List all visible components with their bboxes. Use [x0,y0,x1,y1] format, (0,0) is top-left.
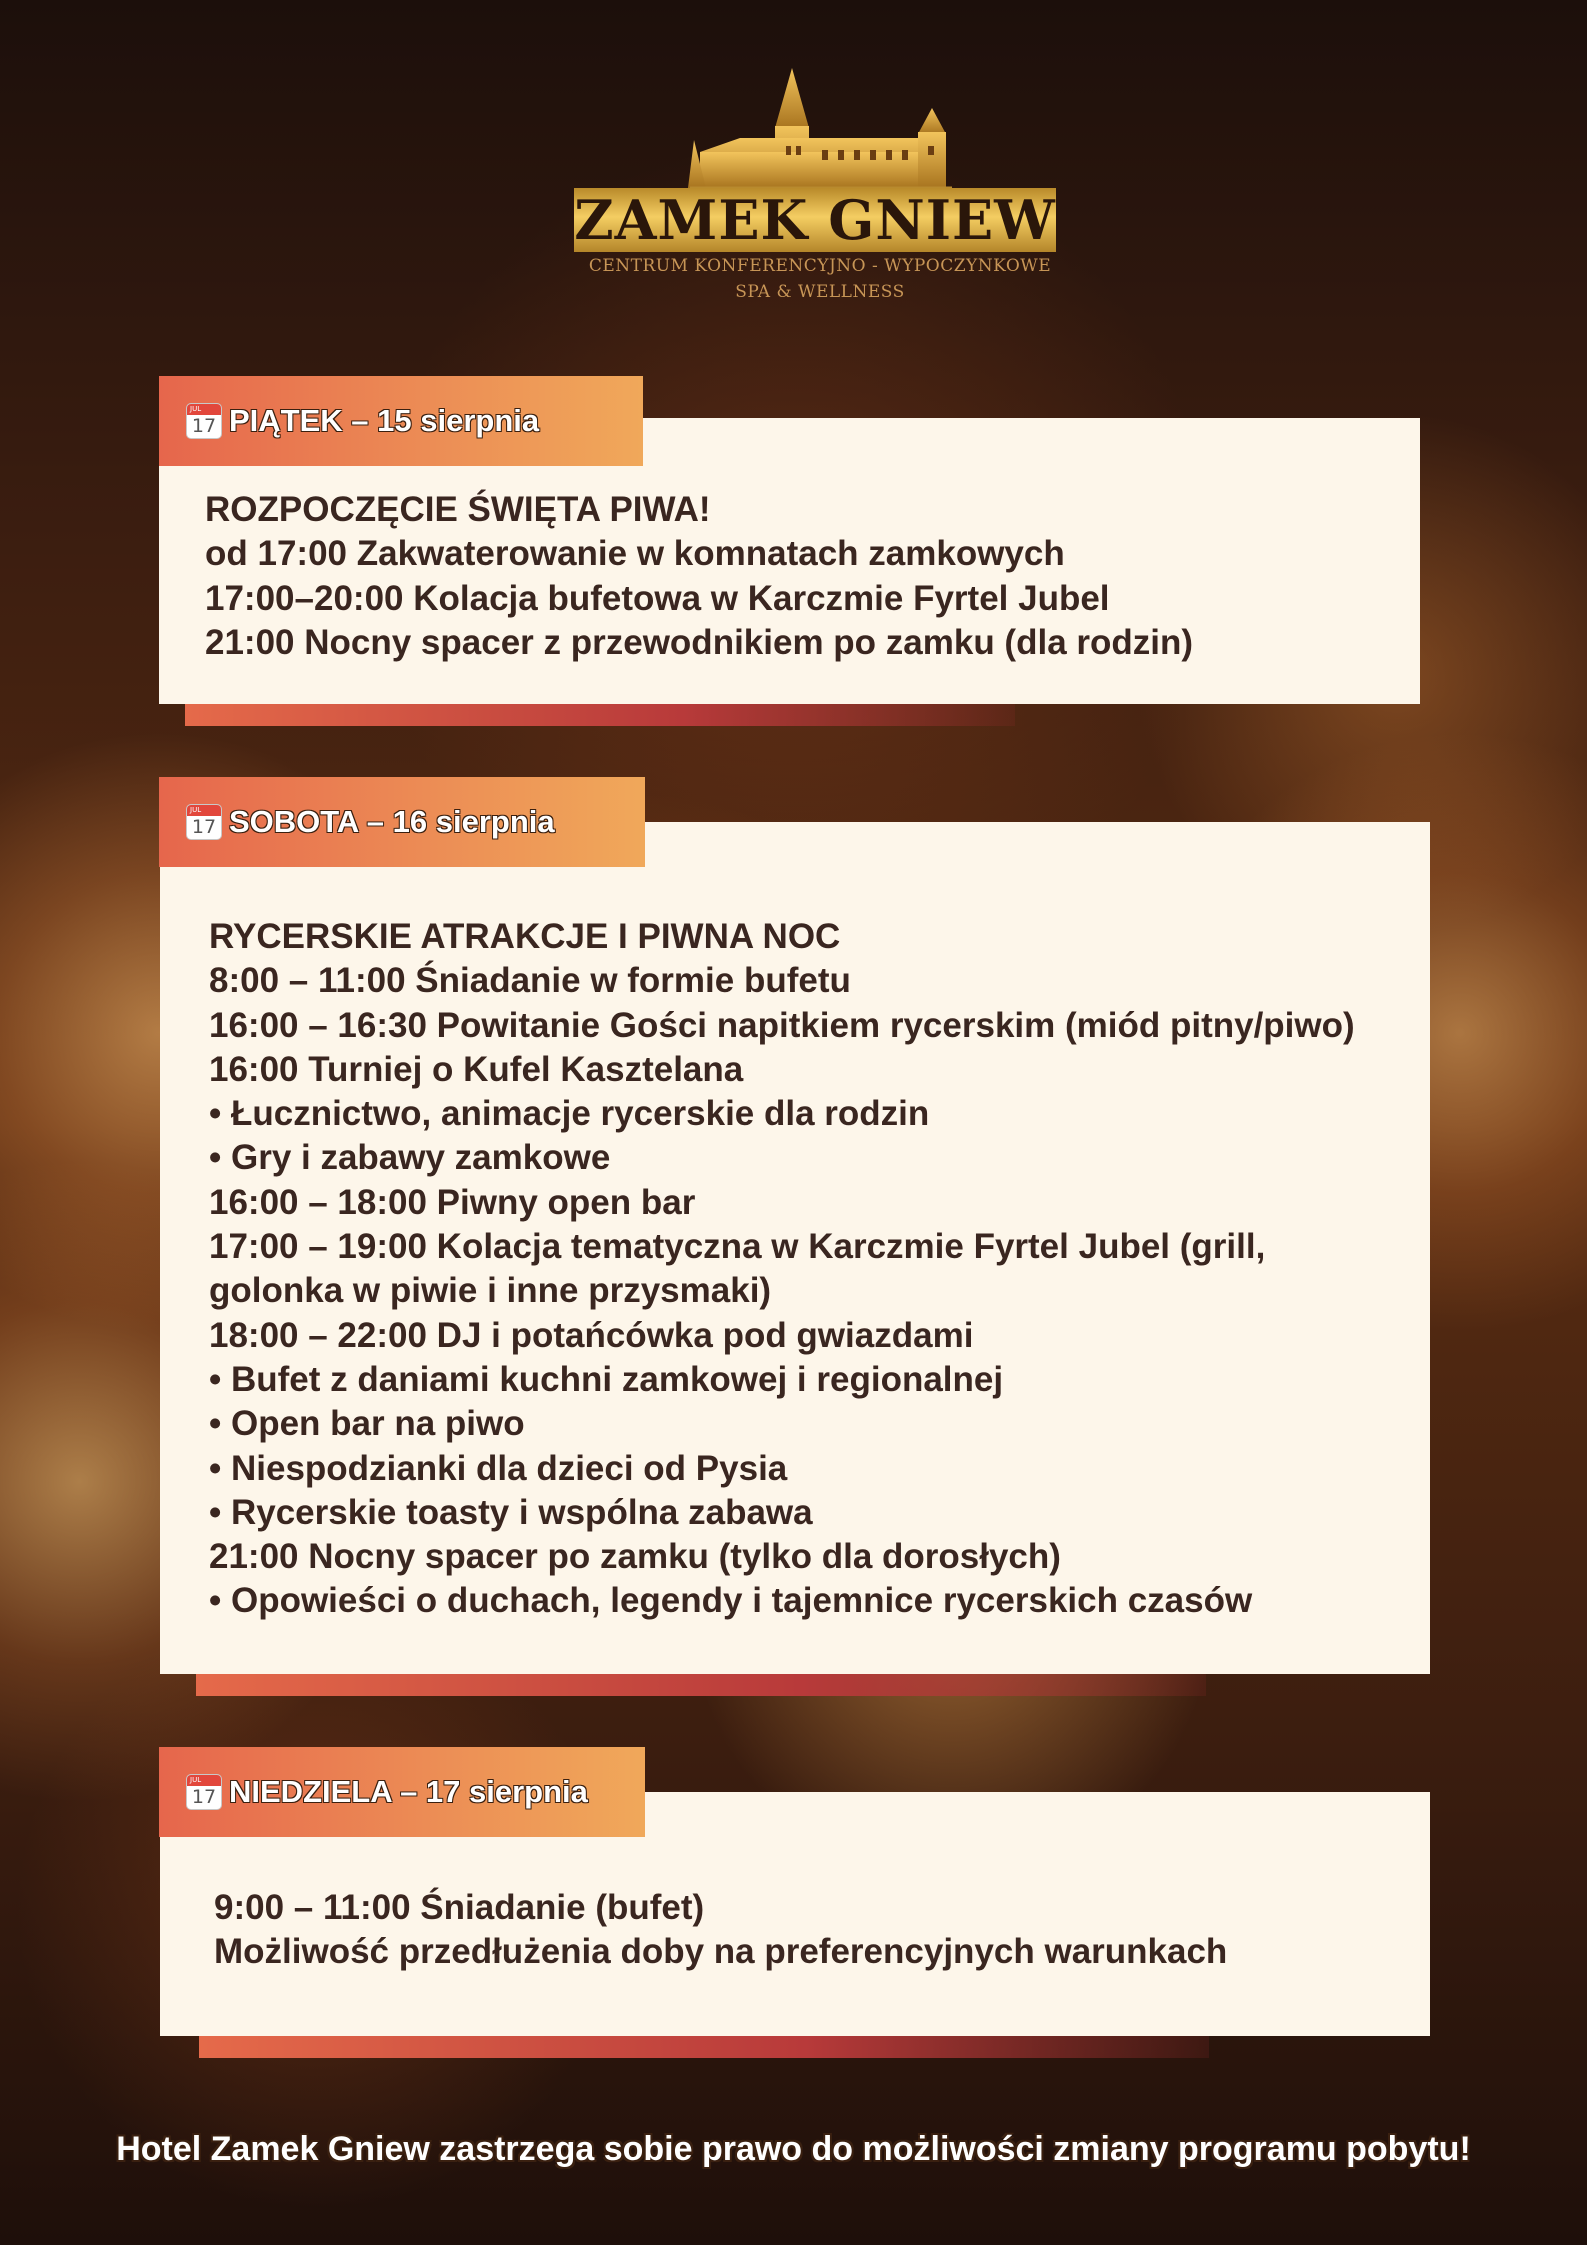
day-card-saturday [160,822,1430,1674]
day-underline-bar [185,702,1015,726]
calendar-icon: JUL 17 [187,1775,221,1809]
logo-subtitle: CENTRUM KONFERENCYJNO - WYPOCZYNKOWE [588,256,1052,276]
day-program-list [205,488,1193,665]
program-line: golonka w piwie i inne przysmaki) [209,1271,772,1311]
program-line: 9:00 – 11:00 Śniadanie (bufet) [214,1888,705,1927]
program-line: od 17:00 Zakwaterowanie w komnatach zamkowych [205,534,1065,574]
program-line: 18:00 – 22:00 DJ i potańcówka pod gwiazdami [209,1315,974,1355]
day-program-list [214,1886,1227,1975]
program-line: 16:00 – 18:00 Piwny open bar [209,1182,696,1222]
program-line: ROZPOCZĘCIE ŚWIĘTA PIWA! [205,490,711,529]
program-line: 8:00 – 11:00 Śniadanie w formie bufetu [209,961,851,1001]
program-line: 21:00 Nocny spacer z przewodnikiem po zamku (dla rodzin) [205,622,1194,662]
program-line: • Łucznictwo, animacje rycerskie dla rodzin [209,1094,930,1134]
day-tab-label: SOBOTA – 16 sierpnia [229,804,555,839]
program-line: • Bufet z daniami kuchni zamkowej i regionalnej [209,1359,1004,1399]
program-line: RYCERSKIE ATRAKCJE I PIWNA NOC [209,917,841,956]
day-tab-sunday [159,1747,645,1837]
calendar-icon: JUL 17 [187,805,221,839]
day-program-list [209,915,1355,1624]
day-tab-label: PIĄTEK – 15 sierpnia [229,403,540,438]
program-line: • Opowieści o duchach, legendy i tajemnice rycerskich czasów [209,1581,1253,1621]
program-line: • Gry i zabawy zamkowe [209,1138,611,1178]
calendar-icon: JUL 17 [187,404,221,438]
program-line: • Open bar na piwo [209,1404,525,1444]
program-line: 21:00 Nocny spacer po zamku (tylko dla dorosłych) [209,1537,1061,1577]
day-tab-label: NIEDZIELA – 17 sierpnia [229,1774,588,1809]
logo-name: ZAMEK GNIEW [574,188,1056,252]
day-underline-bar [199,2034,1209,2058]
castle-icon [560,60,1080,200]
hotel-logo [560,60,1080,320]
disclaimer-note: Hotel Zamek Gniew zastrzega sobie prawo do możliwości zmiany programu pobytu! [116,2130,1471,2168]
program-line: 16:00 Turniej o Kufel Kasztelana [209,1049,744,1089]
logo-subtitle-spa: SPA & WELLNESS [735,282,905,302]
program-line: • Niespodzianki dla dzieci od Pysia [209,1448,788,1488]
program-line: 17:00–20:00 Kolacja bufetowa w Karczmie Fyrtel Jubel [205,578,1110,618]
program-line: Możliwość przedłużenia doby na preferencyjnych warunkach [214,1932,1228,1972]
day-tab-friday [159,376,643,466]
program-line: 17:00 – 19:00 Kolacja tematyczna w Karczmie Fyrtel Jubel (grill, [209,1227,1266,1267]
day-underline-bar [196,1672,1206,1696]
program-line: 16:00 – 16:30 Powitanie Gości napitkiem rycerskim (miód pitny/piwo) [209,1005,1355,1045]
program-line: • Rycerskie toasty i wspólna zabawa [209,1492,813,1532]
day-tab-saturday [159,777,645,867]
